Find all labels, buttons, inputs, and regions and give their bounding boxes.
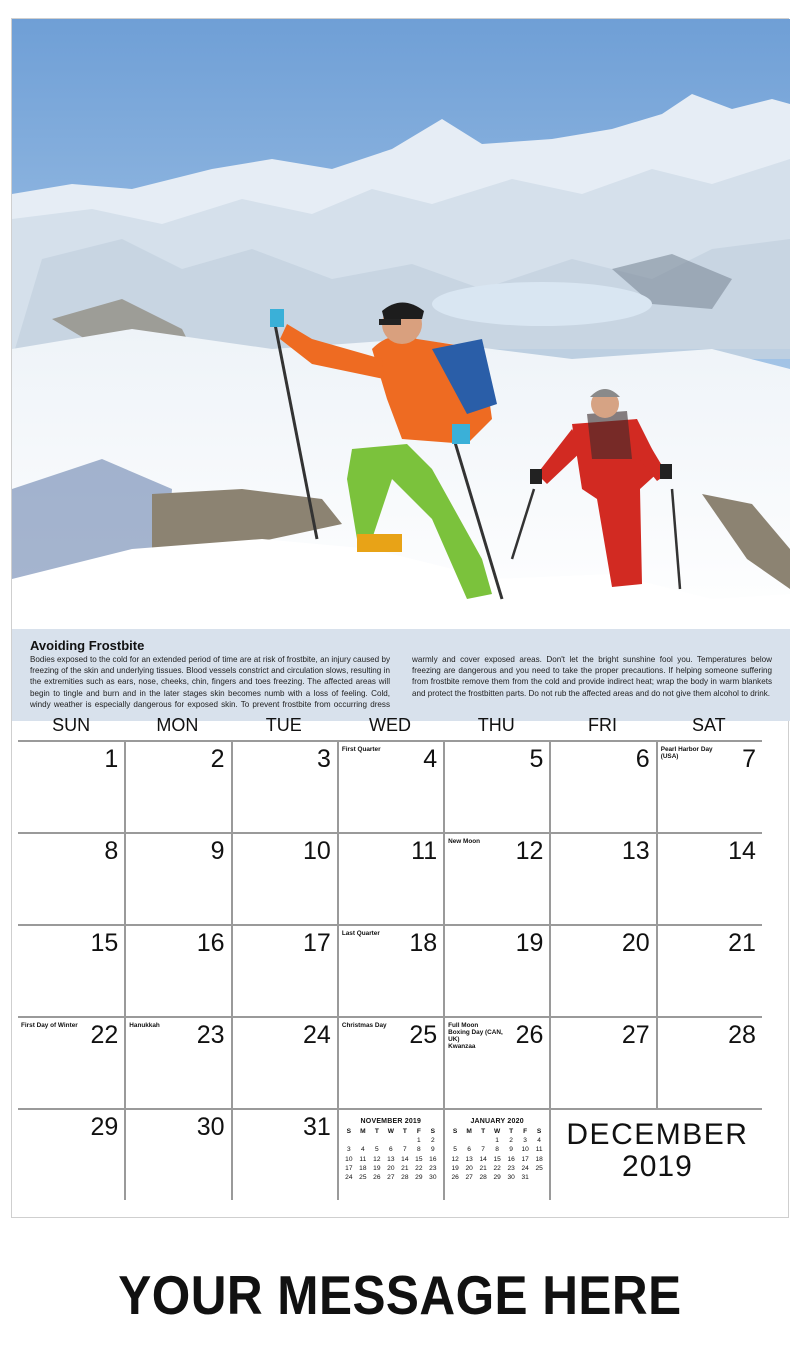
day-cell — [231, 1108, 337, 1200]
mini-calendar-title: NOVEMBER 2019 — [360, 1118, 422, 1125]
info-panel — [12, 629, 790, 721]
day-number: 5 — [529, 745, 544, 773]
day-cell — [18, 832, 124, 924]
day-number: 16 — [196, 929, 225, 957]
weekday-header — [18, 712, 762, 740]
day-number: 19 — [515, 929, 544, 957]
day-cell — [549, 1016, 655, 1108]
day-number: 29 — [90, 1113, 119, 1141]
day-cell — [124, 1016, 230, 1108]
day-number: 30 — [196, 1113, 225, 1141]
weekday-sun: SUN — [52, 715, 91, 735]
day-cell — [656, 924, 762, 1016]
day-cell — [337, 740, 443, 832]
day-note: Pearl Harbor Day (USA) — [660, 746, 713, 760]
day-number: 22 — [90, 1021, 119, 1049]
mountain-photo — [12, 19, 790, 629]
message-text: YOUR MESSAGE HERE — [118, 1264, 682, 1326]
day-cell — [337, 832, 443, 924]
week-row — [18, 740, 762, 832]
day-number: 4 — [423, 745, 438, 773]
day-cell — [443, 832, 549, 924]
extra-cell — [656, 1108, 762, 1200]
day-cell — [337, 924, 443, 1016]
day-number: 17 — [303, 929, 331, 957]
day-note: Full Moon Boxing Day (CAN, UK) Kwanzaa — [448, 1022, 503, 1050]
day-number: 10 — [303, 837, 331, 865]
day-cell — [124, 740, 230, 832]
day-cell — [656, 1016, 762, 1108]
day-cell — [549, 924, 655, 1016]
week-row — [18, 1108, 762, 1200]
day-cell — [549, 832, 655, 924]
mini-calendar-prev: NOVEMBER 2019 S M T W T F S 1 2 3 4 5 6 7 8 9 10 11 12 13 14 15 16 17 18 19 20 21 22 23 24 25 26 27 28 29 30 — [342, 1118, 440, 1182]
week-row — [18, 1016, 762, 1108]
day-cell — [124, 924, 230, 1016]
day-number: 23 — [196, 1021, 225, 1049]
day-number: 1 — [104, 745, 119, 773]
day-number: 21 — [728, 929, 756, 957]
weekday-wed: WED — [368, 715, 411, 735]
day-number: 31 — [303, 1113, 331, 1141]
day-cell — [231, 832, 337, 924]
day-number: 18 — [409, 929, 438, 957]
day-number: 9 — [210, 837, 225, 865]
day-number: 27 — [621, 1021, 650, 1049]
extra-cell — [443, 1108, 549, 1200]
day-cell — [656, 832, 762, 924]
day-cell — [656, 740, 762, 832]
weekday-mon: MON — [156, 715, 199, 735]
week-row — [18, 832, 762, 924]
day-cell — [18, 740, 124, 832]
day-number: 14 — [728, 837, 756, 865]
weekday-thu: THU — [477, 715, 515, 735]
day-number: 2 — [210, 745, 225, 773]
day-number: 8 — [104, 837, 119, 865]
day-cell — [124, 832, 230, 924]
extra-cell — [337, 1108, 443, 1200]
day-number: 28 — [728, 1021, 756, 1049]
day-cell — [443, 1016, 549, 1108]
day-cell — [231, 740, 337, 832]
day-number: 15 — [90, 929, 119, 957]
day-cell — [18, 1016, 124, 1108]
day-cell — [337, 1016, 443, 1108]
month-year: 2019 — [622, 1150, 693, 1183]
day-number: 20 — [621, 929, 650, 957]
day-note: First Day of Winter — [21, 1022, 78, 1029]
weeks — [18, 740, 762, 1200]
extra-cell — [549, 1108, 749, 1200]
day-note: New Moon — [448, 838, 481, 845]
day-number: 6 — [635, 745, 650, 773]
day-number: 7 — [742, 745, 756, 773]
footer-message — [0, 1225, 800, 1365]
weekday-sat: SAT — [691, 715, 726, 735]
article-body: Bodies exposed to the cold for an extended period of time are at risk of frostbite, an injury caused by freezing of the skin and underlying tissues. Blood vessels constrict and circulation slows, resulting in the extremities such as ears, nose, cheeks, chin, fingers and toes freezing. The affected areas will begin to tingle and burn and in the later stages skin becomes numb with a loss of feeling. Cold, windy weather is especially dangerous for exposed skin. To prevent frostbite from occurring dress warmly and cover exposed areas. Don't let the bright sunshine fool you. Temperatures below freezing are dangerous and you need to take the proper precautions. If helping someone suffering from frostbite remove them from the cold and provide indirect heat; wrap the body in warm blankets and protect the frostbitten parts. Do not rub the affected areas and do not give them alcohol to drink. — [30, 655, 772, 709]
day-number: 26 — [515, 1021, 544, 1049]
day-number: 25 — [409, 1021, 438, 1049]
mini-calendar-title: JANUARY 2020 — [470, 1118, 524, 1125]
weekday-tue: TUE — [265, 715, 302, 735]
weekday-fri: FRI — [588, 715, 618, 735]
day-note: Last Quarter — [341, 930, 380, 937]
day-cell — [124, 1108, 230, 1200]
day-note: First Quarter — [341, 746, 381, 753]
day-cell — [231, 924, 337, 1016]
month-name: DECEMBER — [566, 1118, 749, 1151]
day-note: Christmas Day — [341, 1022, 387, 1029]
day-cell — [18, 924, 124, 1016]
day-number: 11 — [411, 837, 438, 865]
day-number: 12 — [515, 837, 544, 865]
mini-calendar-next: JANUARY 2020 S M T W T F S 1 2 3 4 5 6 7 8 9 10 11 12 13 14 15 16 17 18 19 20 21 22 23 24 25 26 27 28 29 30 31 — [448, 1118, 546, 1182]
week-row — [18, 924, 762, 1016]
day-note: Hanukkah — [129, 1022, 160, 1029]
day-cell — [549, 740, 655, 832]
day-number: 24 — [303, 1021, 331, 1049]
day-cell — [231, 1016, 337, 1108]
day-cell — [443, 924, 549, 1016]
day-cell — [443, 740, 549, 832]
article-title: Avoiding Frostbite — [30, 638, 145, 653]
day-cell — [18, 1108, 124, 1200]
day-number: 13 — [621, 837, 650, 865]
calendar-grid — [18, 712, 762, 1200]
day-number: 3 — [316, 745, 331, 773]
